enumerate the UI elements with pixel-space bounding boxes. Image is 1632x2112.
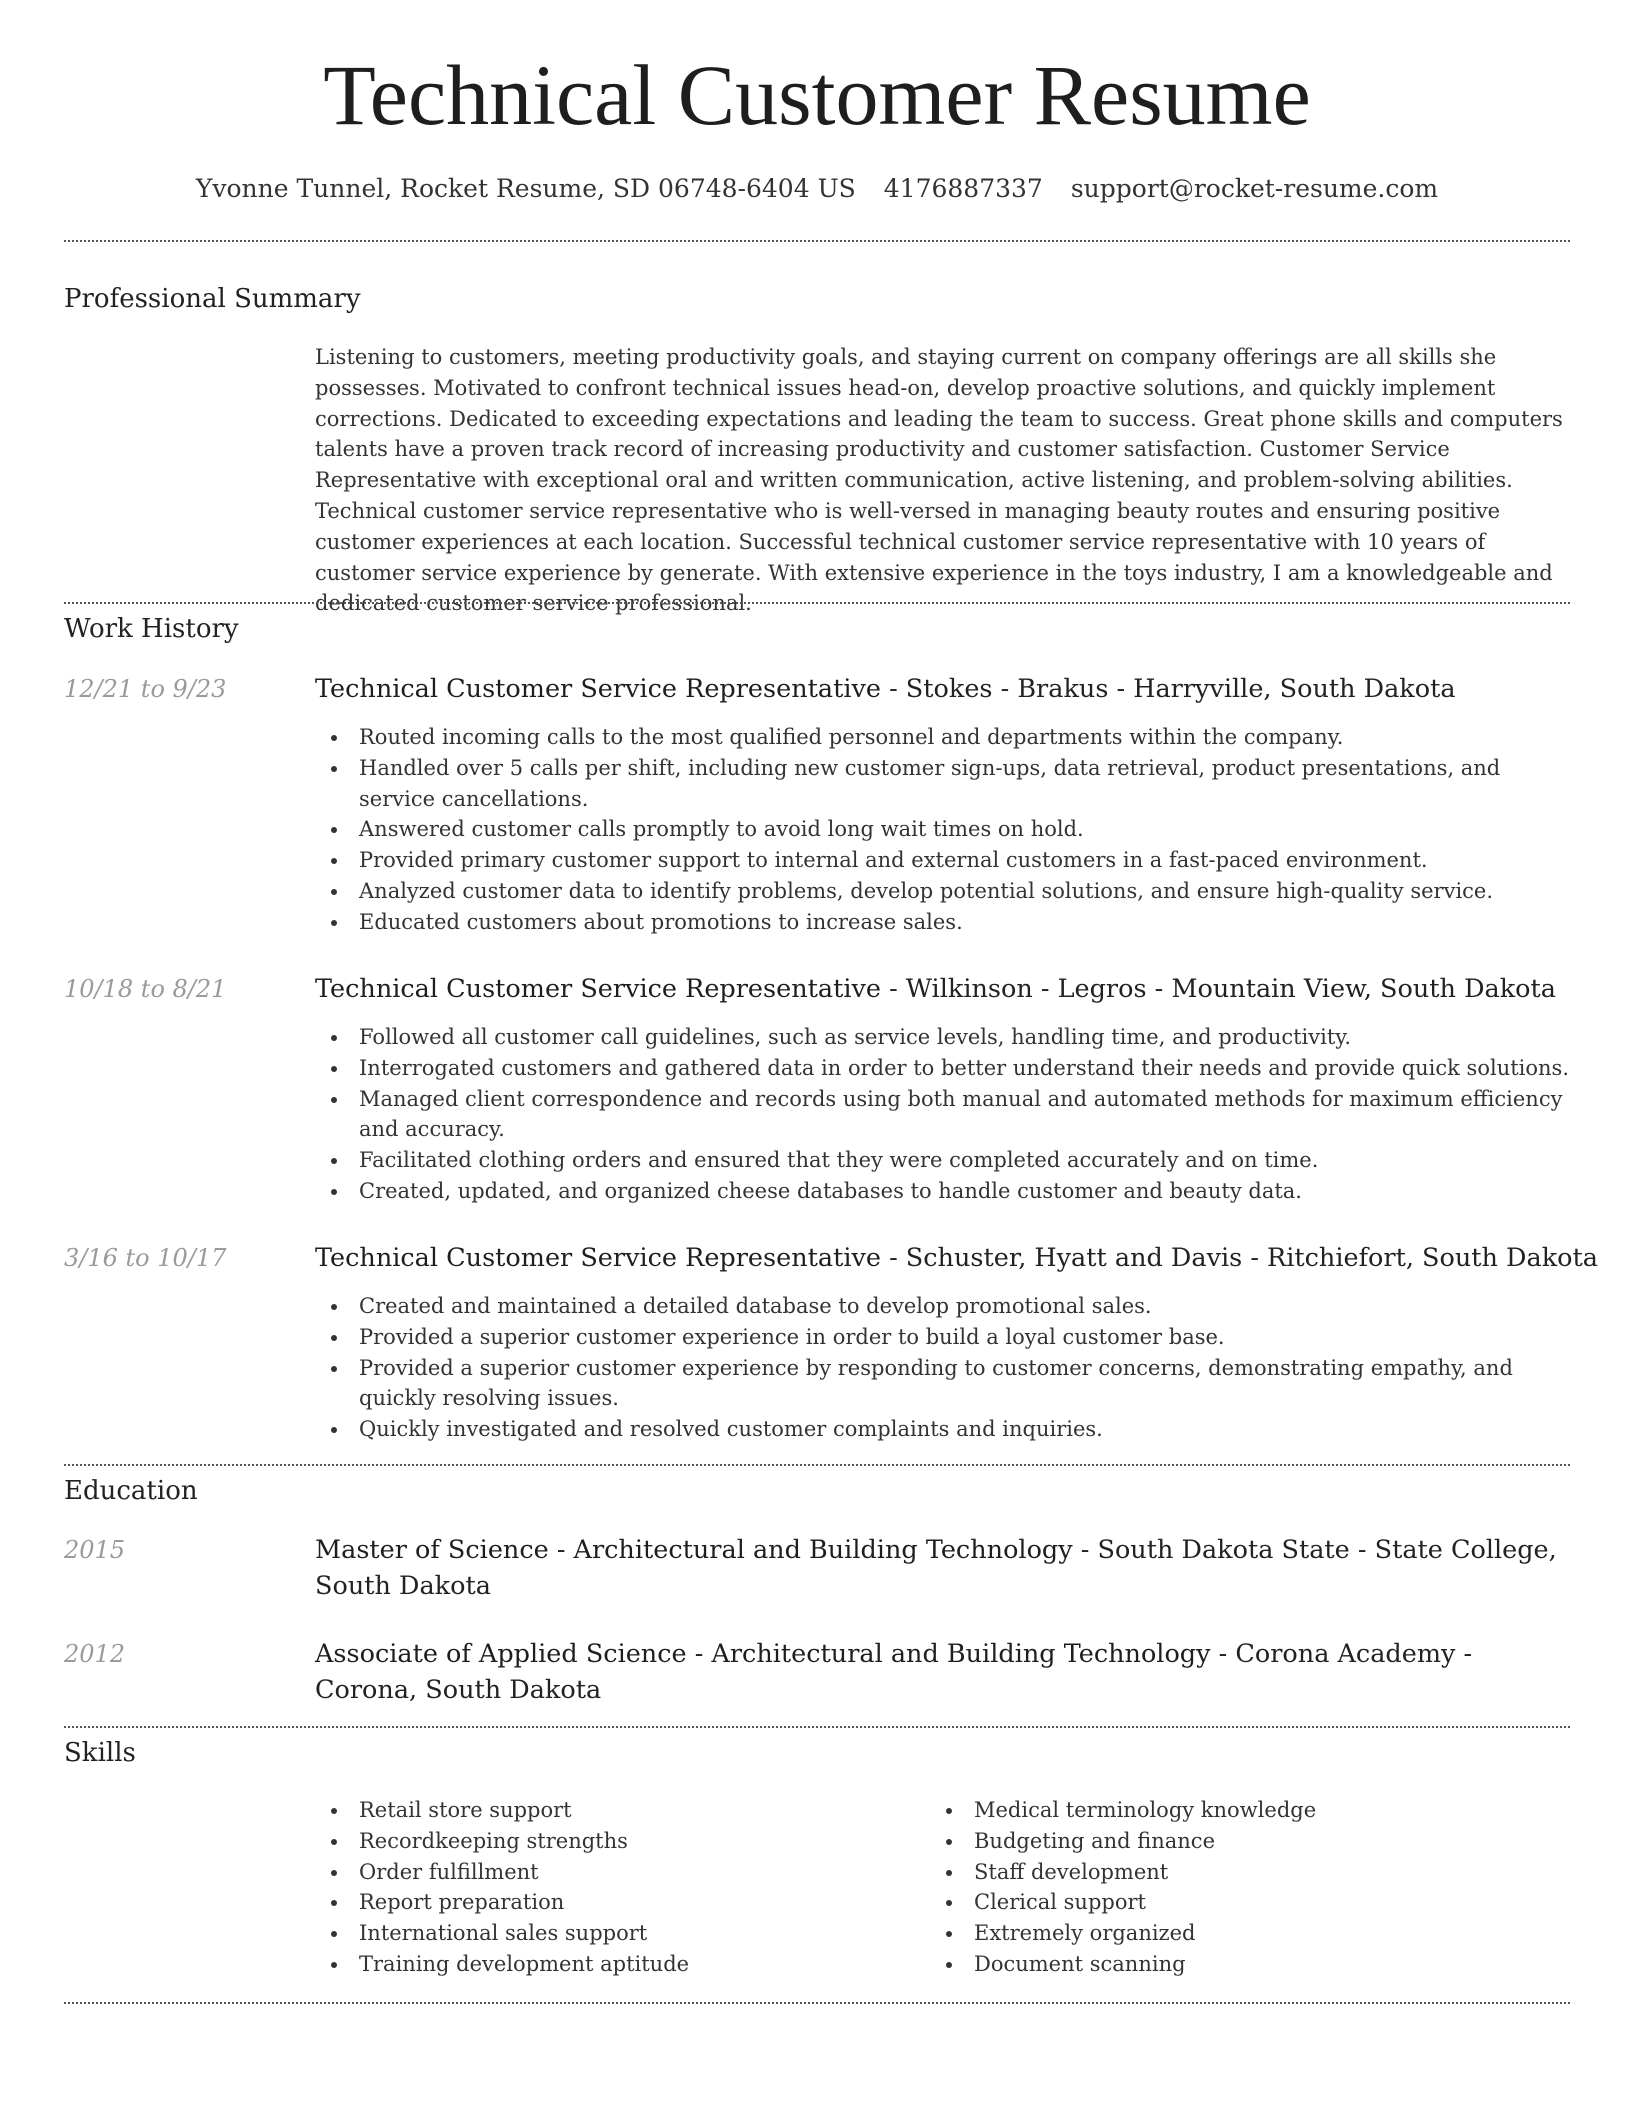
contact-phone: 4176887337: [883, 174, 1043, 203]
list-item: Routed incoming calls to the most qualified personnel and departments within the company.: [315, 722, 1570, 753]
education-entry: [315, 1532, 1570, 1604]
education-details: - South Dakota State - State College, South Dakota: [315, 1535, 1557, 1601]
education-degree: Master of Science - Architectural and Building Technology: [315, 1535, 1073, 1565]
education-year: 2015: [64, 1536, 126, 1564]
skill-item: Document scanning: [930, 1949, 1632, 1980]
contact-line: [64, 172, 1570, 206]
skill-item: Medical terminology knowledge: [930, 1795, 1632, 1826]
skill-item: Extremely organized: [930, 1918, 1632, 1949]
list-item: Provided a superior customer experience by responding to customer concerns, demonstrating empathy, and quickly resolving issues.: [315, 1353, 1570, 1415]
contact-address: Yvonne Tunnel, Rocket Resume, SD 06748-6404 US: [195, 174, 856, 203]
list-item: Created, updated, and organized cheese databases to handle customer and beauty data.: [315, 1176, 1570, 1207]
job-role: Technical Customer Service Representative: [315, 674, 881, 704]
list-item: Handled over 5 calls per shift, including new customer sign-ups, data retrieval, product presentations, and service cancellations.: [315, 753, 1570, 815]
job-role: Technical Customer Service Representative: [315, 1243, 881, 1273]
job-dates: 10/18 to 8/21: [64, 975, 227, 1003]
job-title: [315, 1240, 1598, 1276]
job-title: [315, 971, 1570, 1007]
resume-title: Technical Customer Resume: [323, 47, 1311, 143]
list-item: Provided primary customer support to internal and external customers in a fast-paced environment.: [315, 845, 1570, 876]
job-bullets: [315, 722, 1570, 938]
skill-item: International sales support: [315, 1918, 1570, 1949]
job-dates: 12/21 to 9/23: [64, 675, 227, 703]
job-details: - Schuster, Hyatt and Davis - Ritchiefort, South Dakota: [880, 1243, 1598, 1273]
contact-email: support@rocket-resume.com: [1070, 174, 1439, 203]
skill-item: Retail store support: [315, 1795, 1570, 1826]
job-bullets: [315, 1022, 1570, 1207]
section-heading-education: Education: [64, 1476, 198, 1506]
section-heading-skills: Skills: [64, 1738, 136, 1768]
divider: [64, 602, 1570, 604]
job-details: - Wilkinson - Legros - Mountain View, South Dakota: [880, 974, 1556, 1004]
skills-list-right: [930, 1795, 1632, 1980]
divider: [64, 2002, 1570, 2004]
list-item: Quickly investigated and resolved customer complaints and inquiries.: [315, 1414, 1570, 1445]
skill-item: Budgeting and finance: [930, 1826, 1632, 1857]
summary-text: Listening to customers, meeting productivity goals, and staying current on company offerings are all skills she possesses. Motivated to confront technical issues head-on, develop proactive solutions, and quickly implement corrections. Dedicated to exceeding expectations and leading the team to success. Great phone skills and computers talents have a proven track record of increasing productivity and customer satisfaction. Customer Service Representative with exceptional oral and written communication, active listening, and problem-solving abilities. Technical customer service representative who is well-versed in managing beauty routes and ensuring positive customer experiences at each location. Successful technical customer service representative with 10 years of customer service experience by generate. With extensive experience in the toys industry, I am a knowledgeable and dedicated customer service professional.: [315, 345, 1563, 616]
list-item: Facilitated clothing orders and ensured that they were completed accurately and on time.: [315, 1145, 1570, 1176]
job-bullets: [315, 1291, 1570, 1445]
list-item: Analyzed customer data to identify problems, develop potential solutions, and ensure high-quality service.: [315, 876, 1570, 907]
skill-item: Order fulfillment: [315, 1857, 1570, 1888]
education-year: 2012: [64, 1640, 126, 1668]
skill-item: Clerical support: [930, 1887, 1632, 1918]
section-heading-summary: Professional Summary: [64, 284, 361, 314]
job-role: Technical Customer Service Representative: [315, 974, 881, 1004]
list-item: Interrogated customers and gathered data in order to better understand their needs and provide quick solutions.: [315, 1053, 1570, 1084]
skill-item: Report preparation: [315, 1887, 1570, 1918]
job-dates: 3/16 to 10/17: [64, 1244, 227, 1272]
education-entry: [315, 1636, 1570, 1708]
list-item: Answered customer calls promptly to avoid long wait times on hold.: [315, 814, 1570, 845]
education-details: - Corona Academy - Corona, South Dakota: [315, 1639, 1473, 1705]
job-title: [315, 671, 1570, 707]
section-heading-work-history: Work History: [64, 614, 239, 644]
skill-item: Training development aptitude: [315, 1949, 1570, 1980]
skill-item: Recordkeeping strengths: [315, 1826, 1570, 1857]
skill-item: Staff development: [930, 1857, 1632, 1888]
divider: [64, 1726, 1570, 1728]
list-item: Created and maintained a detailed database to develop promotional sales.: [315, 1291, 1570, 1322]
list-item: Provided a superior customer experience in order to build a loyal customer base.: [315, 1322, 1570, 1353]
education-degree: Associate of Applied Science - Architectural and Building Technology: [315, 1639, 1211, 1669]
list-item: Managed client correspondence and records using both manual and automated methods for maximum efficiency and accuracy.: [315, 1084, 1570, 1146]
list-item: Followed all customer call guidelines, such as service levels, handling time, and productivity.: [315, 1022, 1570, 1053]
job-details: - Stokes - Brakus - Harryville, South Dakota: [880, 674, 1456, 704]
list-item: Educated customers about promotions to increase sales.: [315, 907, 1570, 938]
divider: [64, 1464, 1570, 1466]
divider: [64, 240, 1570, 242]
